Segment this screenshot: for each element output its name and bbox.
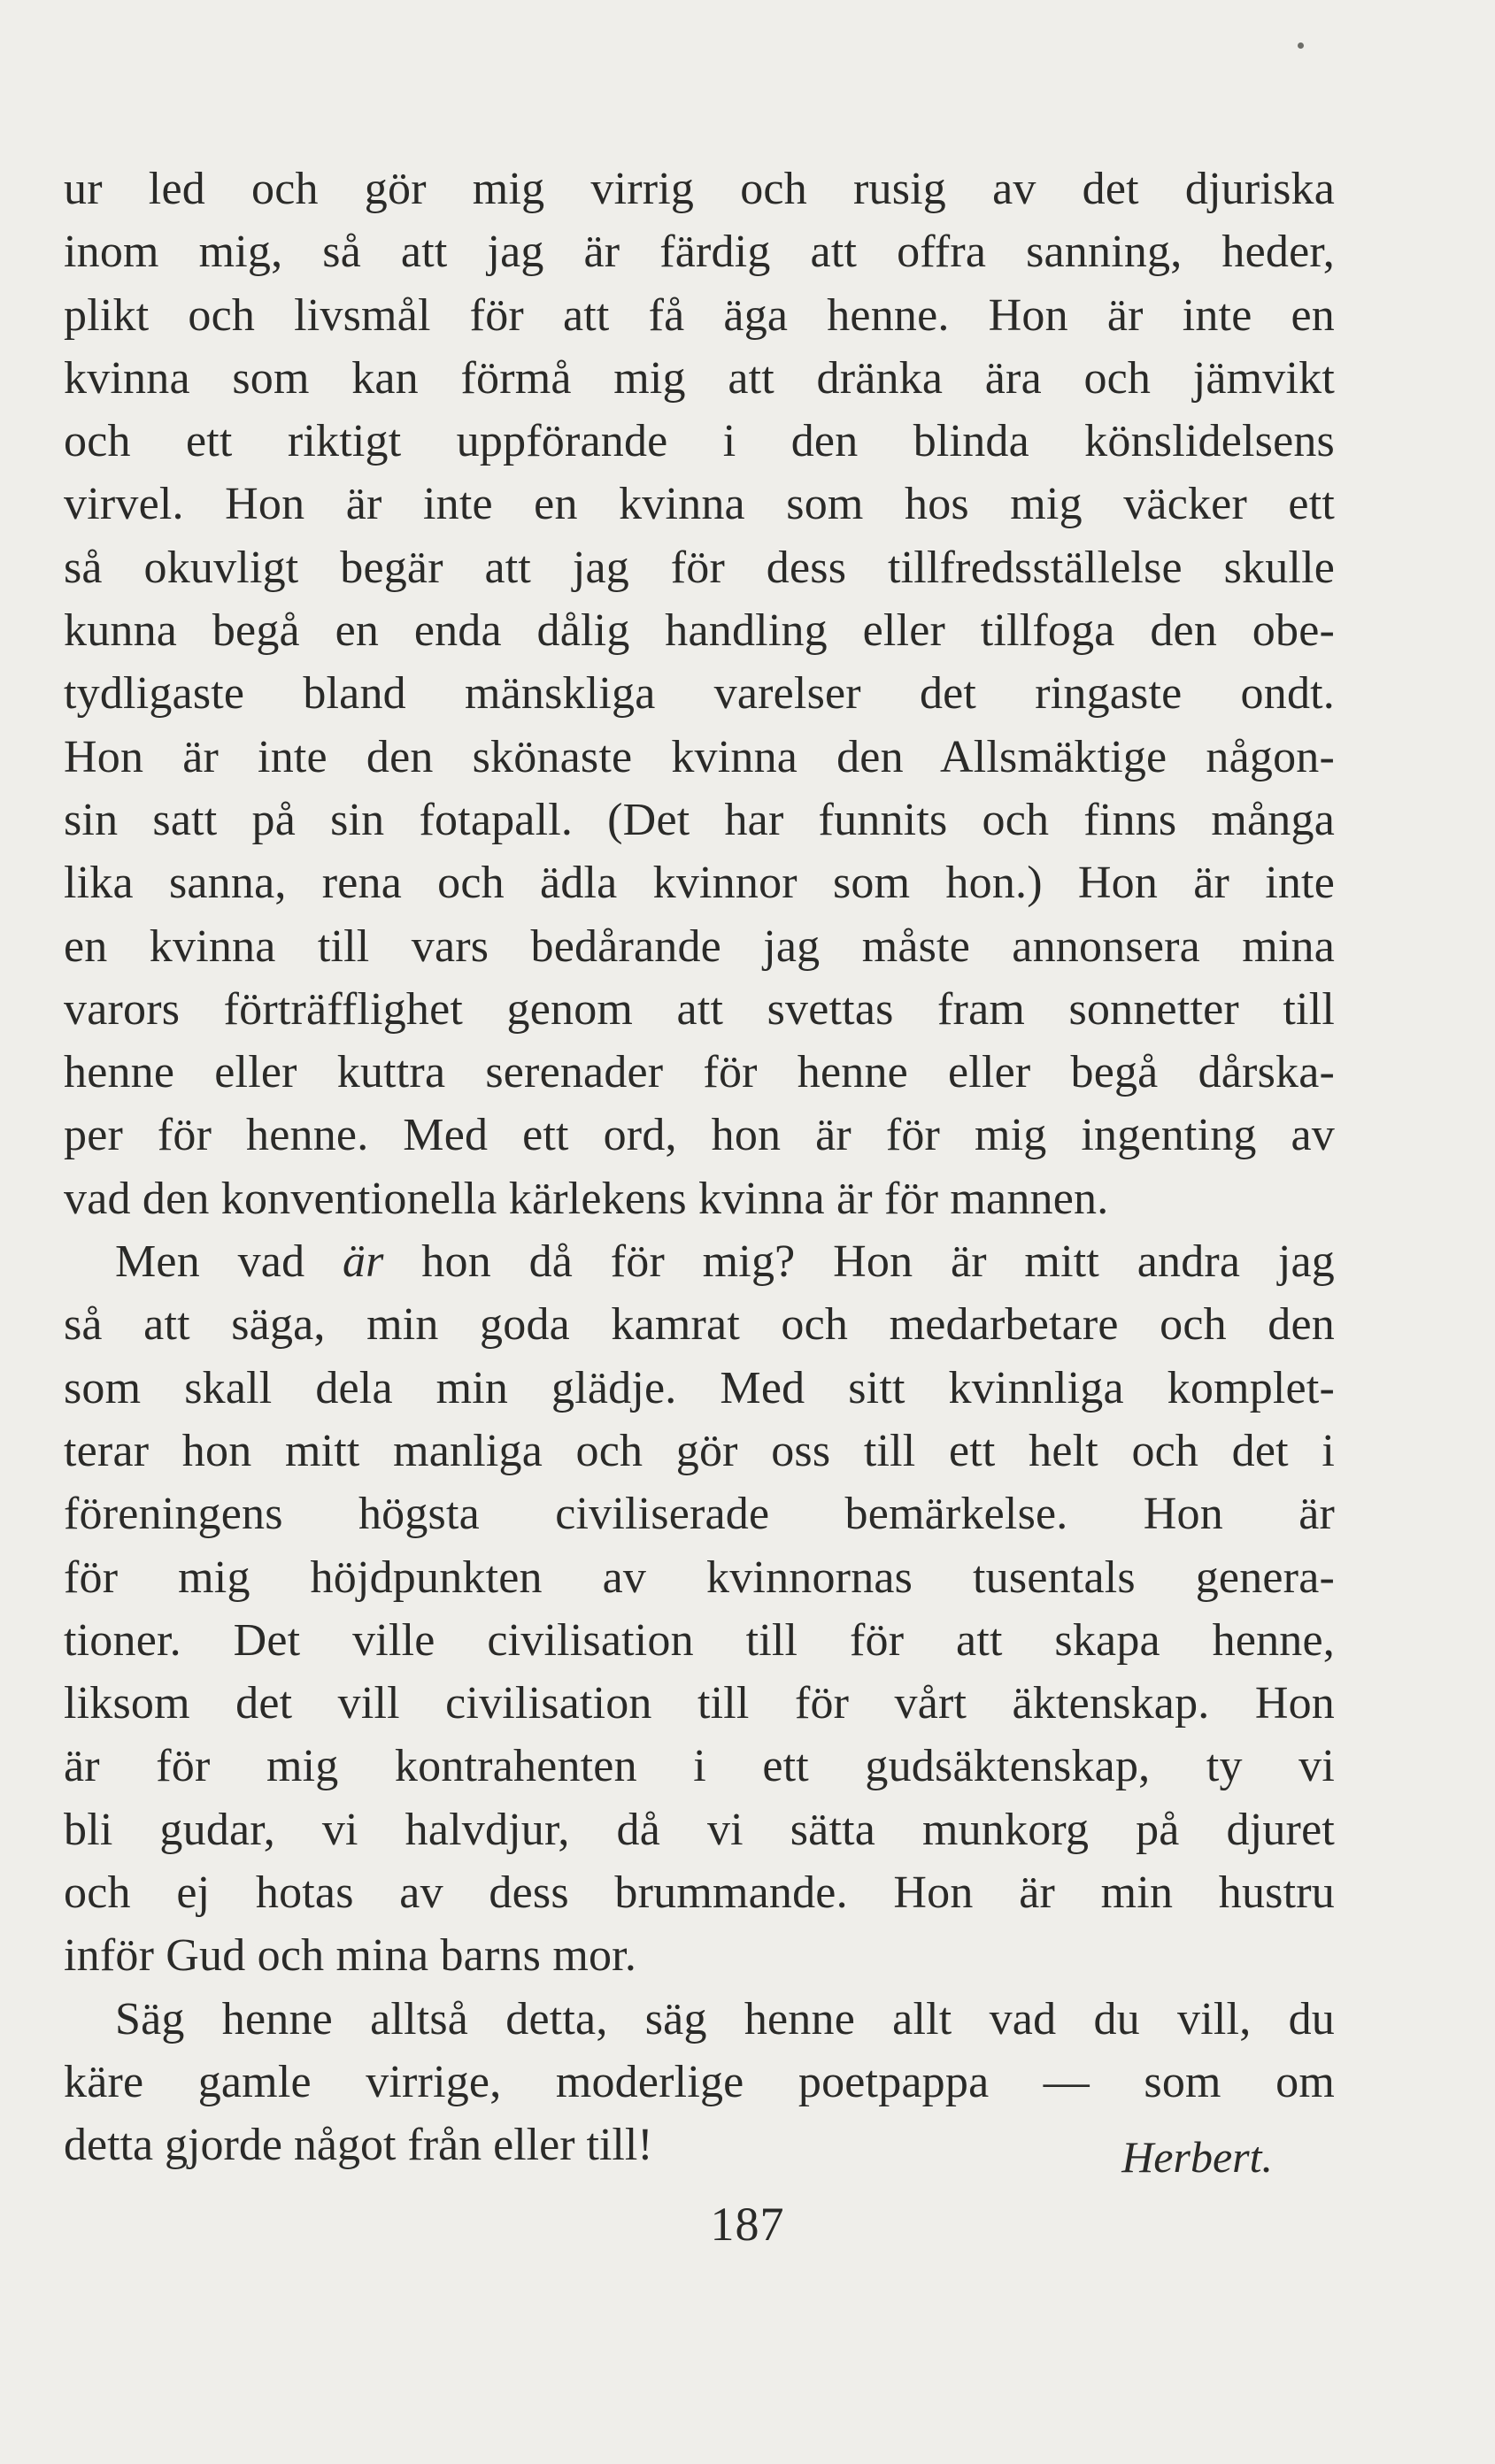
text-line: tioner. Det ville civilisation till för att skapa henne, (64, 1614, 1335, 1666)
page-number: 187 (710, 2198, 785, 2251)
emphasis-word: är (342, 1236, 384, 1288)
text-run: Men vad (115, 1236, 343, 1288)
text-line: plikt och livsmål för att få äga henne. Hon är inte en (64, 289, 1335, 341)
text-run: hon då för mig? Hon är mitt andra jag (383, 1236, 1335, 1288)
text-line: kvinna som kan förmå mig att dränka ära och jämvikt (64, 352, 1335, 404)
text-line: virvel. Hon är inte en kvinna som hos mig väcker ett (64, 479, 1335, 530)
text-line: per för henne. Med ett ord, hon är för mig ingenting av (64, 1110, 1335, 1161)
text-line: som skall dela min glädje. Med sitt kvinnliga komplet- (64, 1362, 1335, 1413)
text-line: detta gjorde något från eller till! (64, 2120, 653, 2171)
text-line: henne eller kuttra serenader för henne eller begå dårska- (64, 1047, 1335, 1098)
text-line: en kvinna till vars bedårande jag måste annonsera mina (64, 920, 1335, 972)
text-line: så okuvligt begär att jag för dess tillfredsställelse skulle (64, 542, 1335, 593)
text-line: bli gudar, vi halvdjur, då vi sätta munkorg på djuret (64, 1804, 1335, 1855)
text-line: inför Gud och mina barns mor. (64, 1930, 637, 1982)
paragraph-first-line (64, 1230, 1335, 1293)
text-line: terar hon mitt manliga och gör oss till ett helt och det i (64, 1425, 1335, 1476)
text-line: och ej hotas av dess brummande. Hon är min hustru (64, 1867, 1335, 1919)
text-line: föreningens högsta civiliserade bemärkelse. Hon är (64, 1489, 1335, 1540)
text-line: och ett riktigt uppförande i den blinda könslidelsens (64, 416, 1335, 467)
paragraph-first-line: Säg henne alltså detta, säg henne allt vad du vill, du (115, 1993, 1335, 2044)
text-line: så att säga, min goda kamrat och medarbetare och den (64, 1299, 1335, 1351)
text-line: sin satt på sin fotapall. (Det har funnits och finns många (64, 794, 1335, 845)
closing-line (64, 2114, 1335, 2183)
text-line: varors förträfflighet genom att svettas fram sonnetter till (64, 983, 1335, 1035)
body-text (64, 158, 1335, 2183)
text-line: tydligaste bland mänskliga varelser det ringaste ondt. (64, 668, 1335, 720)
text-line: kunna begå en enda dålig handling eller tillfoga den obe- (64, 605, 1335, 657)
text-line: käre gamle virrige, moderlige poetpappa — som om (64, 2056, 1335, 2107)
text-line: lika sanna, rena och ädla kvinnor som hon.) Hon är inte (64, 858, 1335, 909)
signature: Herbert. (1121, 2132, 1273, 2183)
text-line: för mig höjdpunkten av kvinnornas tusentals genera- (64, 1552, 1335, 1603)
text-line: Hon är inte den skönaste kvinna den Allsmäktige någon- (64, 731, 1335, 782)
text-line: liksom det vill civilisation till för vårt äktenskap. Hon (64, 1678, 1335, 1729)
text-line: ur led och gör mig virrig och rusig av det djuriska (64, 164, 1335, 214)
text-line: inom mig, så att jag är färdig att offra sanning, heder, (64, 227, 1335, 278)
text-line: vad den konventionella kärlekens kvinna är för mannen. (64, 1173, 1109, 1224)
text-line: är för mig kontrahenten i ett gudsäktenskap, ty vi (64, 1741, 1335, 1792)
print-speck (1298, 42, 1304, 49)
